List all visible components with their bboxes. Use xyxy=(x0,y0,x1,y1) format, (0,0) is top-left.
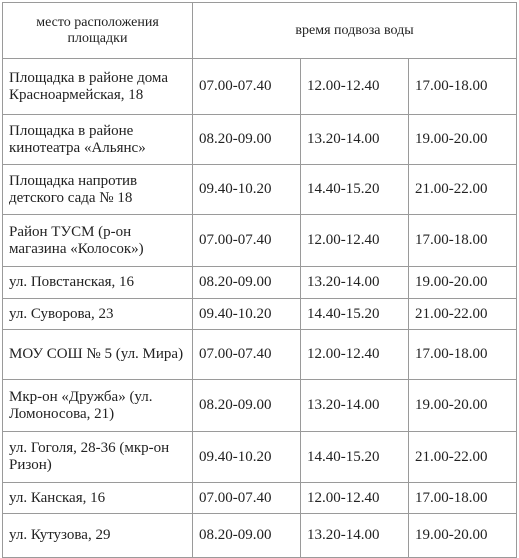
time-cell: 08.20-09.00 xyxy=(193,267,301,299)
time-cell: 21.00-22.00 xyxy=(409,432,517,483)
table-row xyxy=(3,215,517,267)
time-cell: 19.00-20.00 xyxy=(409,267,517,299)
time-cell: 12.00-12.40 xyxy=(301,483,409,514)
time-cell: 08.20-09.00 xyxy=(193,380,301,432)
time-cell: 13.20-14.00 xyxy=(301,514,409,558)
time-cell: 17.00-18.00 xyxy=(409,215,517,267)
location-cell: Площадка напротив детского сада № 18 xyxy=(3,165,193,215)
time-cell: 07.00-07.40 xyxy=(193,483,301,514)
location-cell: ул. Канская, 16 xyxy=(3,483,193,514)
water-delivery-schedule-table xyxy=(2,2,517,558)
table-row xyxy=(3,330,517,380)
time-cell: 07.00-07.40 xyxy=(193,215,301,267)
time-cell: 19.00-20.00 xyxy=(409,380,517,432)
time-cell: 14.40-15.20 xyxy=(301,432,409,483)
header-time: время подвоза воды xyxy=(193,3,517,59)
time-cell: 17.00-18.00 xyxy=(409,59,517,115)
location-cell: МОУ СОШ № 5 (ул. Мира) xyxy=(3,330,193,380)
time-cell: 19.00-20.00 xyxy=(409,115,517,165)
location-cell: ул. Суворова, 23 xyxy=(3,299,193,330)
table-row xyxy=(3,115,517,165)
table-row xyxy=(3,514,517,558)
time-cell: 14.40-15.20 xyxy=(301,299,409,330)
time-cell: 07.00-07.40 xyxy=(193,59,301,115)
time-cell: 17.00-18.00 xyxy=(409,330,517,380)
time-cell: 14.40-15.20 xyxy=(301,165,409,215)
time-cell: 13.20-14.00 xyxy=(301,115,409,165)
time-cell: 08.20-09.00 xyxy=(193,514,301,558)
table-row xyxy=(3,59,517,115)
time-cell: 19.00-20.00 xyxy=(409,514,517,558)
time-cell: 13.20-14.00 xyxy=(301,267,409,299)
location-cell: ул. Кутузова, 29 xyxy=(3,514,193,558)
table-row xyxy=(3,165,517,215)
location-cell: Район ТУСМ (р-он магазина «Колосок») xyxy=(3,215,193,267)
table-row xyxy=(3,483,517,514)
time-cell: 09.40-10.20 xyxy=(193,299,301,330)
table-row xyxy=(3,299,517,330)
table-row xyxy=(3,432,517,483)
time-cell: 17.00-18.00 xyxy=(409,483,517,514)
time-cell: 07.00-07.40 xyxy=(193,330,301,380)
location-cell: Площадка в районе дома Красноармейская, 18 xyxy=(3,59,193,115)
time-cell: 12.00-12.40 xyxy=(301,330,409,380)
location-cell: ул. Гоголя, 28-36 (мкр-он Ризон) xyxy=(3,432,193,483)
time-cell: 21.00-22.00 xyxy=(409,165,517,215)
table-row xyxy=(3,380,517,432)
time-cell: 21.00-22.00 xyxy=(409,299,517,330)
time-cell: 09.40-10.20 xyxy=(193,432,301,483)
time-cell: 12.00-12.40 xyxy=(301,215,409,267)
location-cell: Площадка в районе кинотеатра «Альянс» xyxy=(3,115,193,165)
time-cell: 09.40-10.20 xyxy=(193,165,301,215)
header-row xyxy=(3,3,517,59)
location-cell: Мкр-он «Дружба» (ул. Ломоносова, 21) xyxy=(3,380,193,432)
time-cell: 12.00-12.40 xyxy=(301,59,409,115)
time-cell: 08.20-09.00 xyxy=(193,115,301,165)
location-cell: ул. Повстанская, 16 xyxy=(3,267,193,299)
time-cell: 13.20-14.00 xyxy=(301,380,409,432)
table-row xyxy=(3,267,517,299)
header-location: место расположения площадки xyxy=(3,3,193,59)
